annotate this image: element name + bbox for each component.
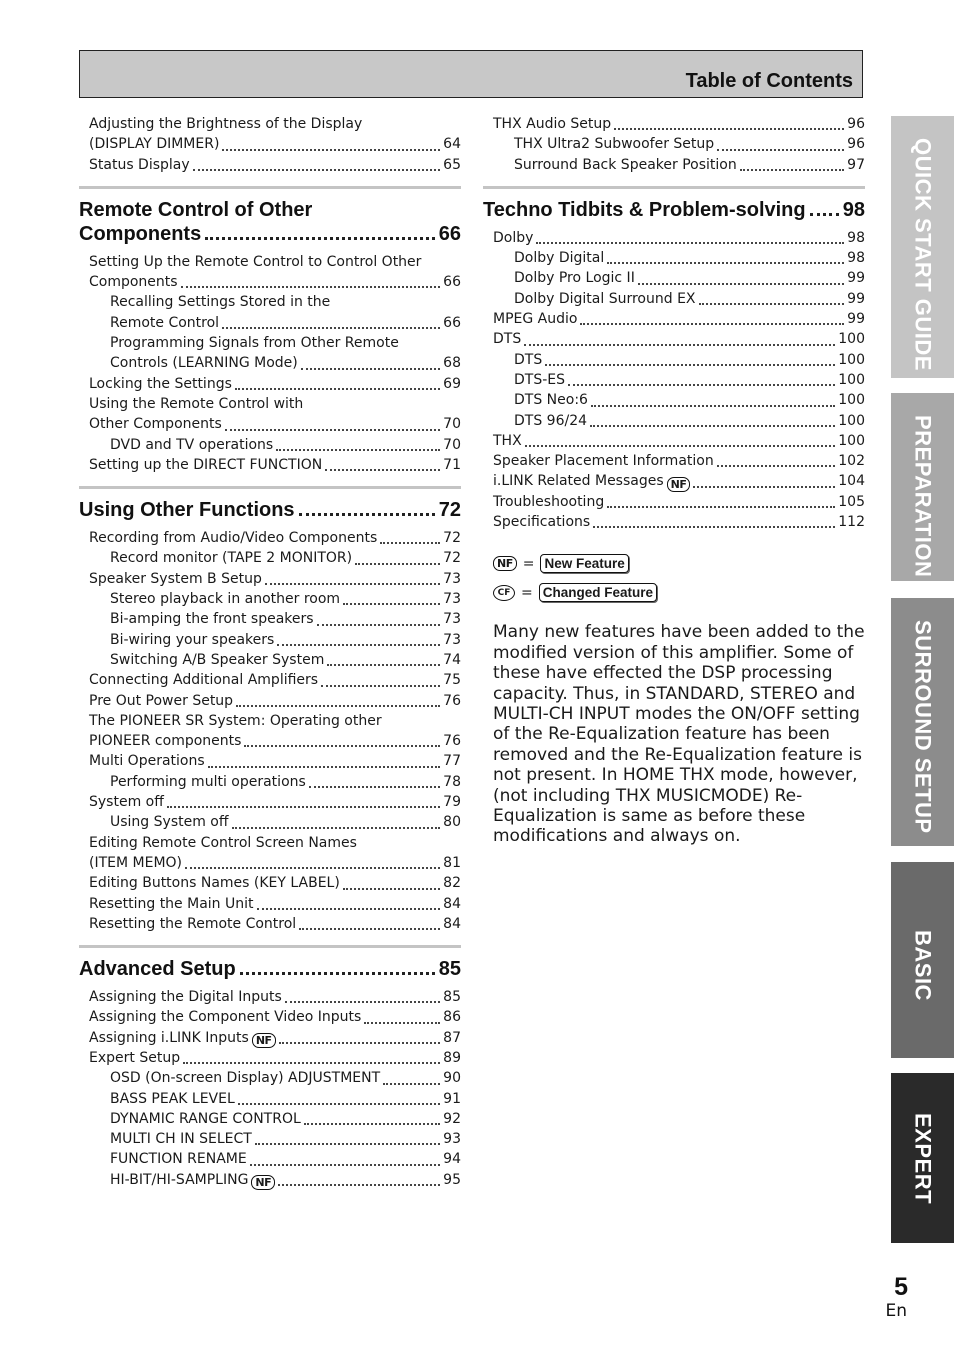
toc-entry-page: 73 xyxy=(443,631,461,648)
leader-dots xyxy=(232,826,441,829)
toc-entry-text: Assigning i.LINK Inputs xyxy=(89,1029,249,1046)
toc-entry-page: 82 xyxy=(443,875,461,892)
other-functions-entries-list xyxy=(79,528,461,934)
toc-entry-page: 94 xyxy=(443,1151,461,1168)
section-heading-remote-line1: Remote Control of Other xyxy=(79,198,313,221)
leader-dots xyxy=(167,805,440,808)
leader-dots xyxy=(257,907,441,910)
toc-entry-text: (ITEM MEMO) xyxy=(89,854,183,871)
divider xyxy=(79,945,461,948)
toc-entry-text: Dolby Pro Logic II xyxy=(514,270,635,287)
toc-entry-text: BASS PEAK LEVEL xyxy=(110,1090,235,1107)
tab-expert[interactable] xyxy=(891,1073,954,1243)
toc-entry[interactable] xyxy=(79,1048,461,1068)
leader-dots xyxy=(240,971,435,975)
header-bar xyxy=(79,50,863,98)
leader-dots xyxy=(810,212,839,216)
toc-entry-text: Bi-amping the front speakers xyxy=(110,611,314,628)
toc-entry-text: Editing Remote Control Screen Names xyxy=(89,834,357,851)
toc-entry-text: Speaker System B Setup xyxy=(89,570,262,587)
left-column xyxy=(79,114,461,1190)
advanced-setup-entries-list xyxy=(79,987,461,1190)
toc-entry-text: Multi Operations xyxy=(89,753,205,770)
remote-entries-list xyxy=(79,252,461,475)
leader-dots xyxy=(255,1142,440,1145)
leader-dots xyxy=(278,1183,440,1186)
toc-entry[interactable] xyxy=(79,630,461,650)
leader-dots xyxy=(591,404,835,407)
toc-entry[interactable] xyxy=(79,894,461,914)
toc-entry-page: 112 xyxy=(838,514,865,531)
toc-entry-text: OSD (On-screen Display) ADJUSTMENT xyxy=(110,1070,381,1087)
leader-dots xyxy=(317,623,441,626)
toc-entry-page: 102 xyxy=(838,453,865,470)
toc-entry-page: 97 xyxy=(847,156,865,173)
toc-entry[interactable] xyxy=(79,751,461,771)
legend-equals: = xyxy=(521,584,533,601)
toc-entry-text: System off xyxy=(89,794,164,811)
toc-entry-page: 96 xyxy=(847,136,865,153)
toc-entry-page: 77 xyxy=(443,753,461,770)
leader-dots xyxy=(327,663,440,666)
new-feature-icon: NF xyxy=(251,1175,275,1190)
section-heading-other-functions[interactable] xyxy=(79,498,461,522)
tab-preparation[interactable] xyxy=(891,393,954,581)
leader-dots xyxy=(325,468,440,471)
toc-entry-page: 100 xyxy=(838,412,865,429)
toc-entry[interactable] xyxy=(483,248,865,268)
leader-dots xyxy=(545,363,835,366)
tab-surround-setup[interactable] xyxy=(891,598,954,846)
toc-entry-text: Resetting the Remote Control xyxy=(89,915,297,932)
toc-entry-text: Connecting Additional Amplifiers xyxy=(89,672,319,689)
leader-dots xyxy=(607,261,844,264)
toc-entry xyxy=(79,292,461,312)
toc-entry-page: 73 xyxy=(443,611,461,628)
leader-dots xyxy=(364,1021,440,1024)
toc-entry[interactable] xyxy=(79,1129,461,1149)
toc-entry[interactable] xyxy=(483,329,865,349)
toc-entry-page: 73 xyxy=(443,570,461,587)
leader-dots xyxy=(236,704,440,707)
page-title: Table of Contents xyxy=(685,70,853,92)
leader-dots xyxy=(638,282,844,285)
modification-note: Many new features have been added to the modified version of this amplifier. Some of these have effected the DSP processing capacity. Thus, in STANDARD, STEREO and MULTI-CH INPUT modes the ON/OFF setting of the Re-Equalization feature has been removed and the Re-Equalization feature is not present. In HOME THX mode, however, (not including THX MUSICMODE) Re-Equalization is same as before these modifications and always on. xyxy=(493,622,865,847)
section-page: 98 xyxy=(842,198,865,221)
toc-entry-page: 69 xyxy=(443,375,461,392)
toc-entry-page: 105 xyxy=(838,493,865,510)
toc-entry-text: i.LINK Related Messages xyxy=(493,473,664,490)
toc-entry-page: 76 xyxy=(443,733,461,750)
toc-entry-text: HI-BIT/HI-SAMPLING xyxy=(110,1171,249,1188)
tab-label: EXPERT xyxy=(910,1113,936,1205)
toc-entry[interactable] xyxy=(79,589,461,609)
leader-dots xyxy=(304,1122,440,1125)
toc-entry-page: 66 xyxy=(443,274,461,291)
toc-entry-page: 80 xyxy=(443,814,461,831)
toc-entry-text: Bi-wiring your speakers xyxy=(110,631,275,648)
toc-entry-text: The PIONEER SR System: Operating other xyxy=(89,712,382,729)
leader-dots xyxy=(250,1163,440,1166)
leader-dots xyxy=(525,444,836,447)
leader-dots xyxy=(208,765,441,768)
new-feature-icon: NF xyxy=(252,1033,276,1048)
leader-dots xyxy=(244,744,440,747)
toc-entry xyxy=(79,833,461,853)
toc-entry-text: Dolby Digital Surround EX xyxy=(514,290,696,307)
toc-entry[interactable] xyxy=(79,792,461,812)
tab-quick-start-guide[interactable] xyxy=(891,116,954,378)
leader-dots xyxy=(614,127,844,130)
toc-entry[interactable] xyxy=(79,1109,461,1129)
toc-entry xyxy=(79,394,461,414)
leader-dots xyxy=(181,285,441,288)
toc-entry-page: 70 xyxy=(443,436,461,453)
leader-dots xyxy=(276,448,440,451)
toc-entry-page: 65 xyxy=(443,156,461,173)
toc-entry-text: Programming Signals from Other Remote xyxy=(110,335,399,352)
toc-entry-text: Performing multi operations xyxy=(110,773,306,790)
leader-dots xyxy=(740,168,844,171)
toc-entry-page: 100 xyxy=(838,392,865,409)
toc-entry[interactable] xyxy=(79,313,461,333)
toc-entry-text: Setting up the DIRECT FUNCTION xyxy=(89,456,323,473)
toc-entry-text: Troubleshooting xyxy=(493,493,605,510)
divider xyxy=(79,186,461,189)
legend-new-feature xyxy=(493,554,865,573)
toc-entry[interactable] xyxy=(79,873,461,893)
toc-entry-text: DTS Neo:6 xyxy=(514,392,588,409)
toc-entry[interactable] xyxy=(483,451,865,471)
toc-entry[interactable] xyxy=(79,414,461,434)
leader-dots xyxy=(590,424,835,427)
toc-entry-page: 92 xyxy=(443,1110,461,1127)
toc-entry-text: Surround Back Speaker Position xyxy=(514,156,737,173)
page-number: 5 xyxy=(894,1273,908,1301)
toc-entry[interactable] xyxy=(79,1007,461,1027)
toc-entry-text: Setting Up the Remote Control to Control Other xyxy=(89,253,422,270)
toc-entry-text: Record monitor (TAPE 2 MONITOR) xyxy=(110,550,353,567)
leader-dots xyxy=(524,343,835,346)
toc-entry[interactable] xyxy=(483,471,865,491)
toc-entry-text: (DISPLAY DIMMER) xyxy=(89,136,220,153)
leader-dots xyxy=(301,367,440,370)
tab-basic[interactable] xyxy=(891,862,954,1058)
divider xyxy=(79,486,461,489)
toc-entry-text: THX Audio Setup xyxy=(493,116,612,132)
toc-entry-page: 93 xyxy=(443,1131,461,1148)
toc-entry[interactable] xyxy=(79,455,461,475)
leader-dots xyxy=(222,326,440,329)
toc-entry-page: 85 xyxy=(443,989,461,1006)
toc-entry-page: 73 xyxy=(443,591,461,608)
leader-dots xyxy=(225,428,440,431)
leader-dots xyxy=(279,1041,441,1044)
toc-entry-text: Pre Out Power Setup xyxy=(89,692,234,709)
toc-entry-page: 99 xyxy=(847,311,865,328)
new-feature-icon: NF xyxy=(667,477,691,492)
toc-entry[interactable] xyxy=(79,609,461,629)
changed-feature-label: Changed Feature xyxy=(539,583,657,602)
section-title: Using Other Functions xyxy=(79,499,295,522)
leader-dots xyxy=(355,562,440,565)
toc-entry[interactable] xyxy=(79,670,461,690)
toc-entry-page: 84 xyxy=(443,915,461,932)
leader-dots xyxy=(185,866,440,869)
toc-entry[interactable] xyxy=(483,134,865,154)
toc-entry-page: 66 xyxy=(443,314,461,331)
leader-dots xyxy=(205,236,435,240)
toc-entry-text: Remote Control xyxy=(110,314,220,331)
tab-label: QUICK START GUIDE xyxy=(910,138,936,371)
toc-entry-page: 75 xyxy=(443,672,461,689)
toc-entry xyxy=(79,252,461,272)
toc-entry-page: 100 xyxy=(838,331,865,348)
leader-dots xyxy=(536,241,844,244)
toc-entry[interactable] xyxy=(79,353,461,373)
toc-entry-page: 84 xyxy=(443,895,461,912)
tab-label: PREPARATION xyxy=(910,415,936,578)
toc-entry-page: 98 xyxy=(847,250,865,267)
toc-entry-page: 74 xyxy=(443,651,461,668)
toc-entry-page: 104 xyxy=(838,473,865,490)
leader-dots xyxy=(183,1061,440,1064)
toc-entry-text: DTS 96/24 xyxy=(514,412,588,429)
toc-entry-page: 81 xyxy=(443,854,461,871)
section-page: 66 xyxy=(438,222,461,245)
toc-entry-text: Locking the Settings xyxy=(89,375,232,392)
toc-entry xyxy=(79,711,461,731)
changed-feature-icon: CF xyxy=(493,585,515,601)
leader-dots xyxy=(717,464,836,467)
toc-entry[interactable] xyxy=(79,914,461,934)
right-intro-list xyxy=(483,114,865,175)
toc-entry[interactable] xyxy=(79,1089,461,1109)
toc-entry-page: 98 xyxy=(847,229,865,246)
section-heading-remote-line2: Components xyxy=(79,222,202,245)
left-intro-list xyxy=(79,114,461,175)
toc-entry-text: Adjusting the Brightness of the Display xyxy=(89,116,363,132)
toc-entry[interactable] xyxy=(483,350,865,370)
toc-entry xyxy=(79,114,461,134)
toc-entry-page: 95 xyxy=(443,1171,461,1188)
toc-entry[interactable] xyxy=(79,155,461,175)
toc-entry-page: 99 xyxy=(847,270,865,287)
toc-entry[interactable] xyxy=(79,691,461,711)
toc-entry-text: Recalling Settings Stored in the xyxy=(110,294,331,311)
leader-dots xyxy=(193,168,441,171)
toc-entry[interactable] xyxy=(79,435,461,455)
leader-dots xyxy=(265,582,440,585)
leader-dots xyxy=(717,148,844,151)
toc-entry-text: Assigning the Component Video Inputs xyxy=(89,1009,362,1026)
toc-entry[interactable] xyxy=(79,650,461,670)
leader-dots xyxy=(699,302,845,305)
toc-entry[interactable] xyxy=(483,390,865,410)
toc-entry[interactable] xyxy=(483,512,865,532)
toc-entry[interactable] xyxy=(483,228,865,248)
toc-entry-text: Components xyxy=(89,274,178,291)
toc-entry-text: DTS xyxy=(514,351,543,368)
toc-entry-page: 87 xyxy=(443,1029,461,1046)
leader-dots xyxy=(299,512,435,516)
toc-entry[interactable] xyxy=(79,272,461,292)
legend-equals: = xyxy=(522,555,535,572)
leader-dots xyxy=(238,1102,440,1105)
toc-entry-text: Controls (LEARNING Mode) xyxy=(110,355,298,372)
section-title: Techno Tidbits & Problem-solving xyxy=(483,198,806,221)
new-feature-label: New Feature xyxy=(540,554,628,573)
leader-dots xyxy=(299,927,440,930)
section-heading-advanced-setup[interactable] xyxy=(79,957,461,981)
toc-entry[interactable] xyxy=(79,731,461,751)
legend-changed-feature xyxy=(493,583,865,602)
toc-entry-page: 71 xyxy=(443,456,461,473)
toc-entry-text: DYNAMIC RANGE CONTROL xyxy=(110,1110,301,1127)
divider xyxy=(483,186,865,189)
tab-label: SURROUND SETUP xyxy=(910,620,936,834)
toc-entry-text: Switching A/B Speaker System xyxy=(110,651,325,668)
toc-entry-page: 76 xyxy=(443,692,461,709)
toc-entry-page: 96 xyxy=(847,116,865,132)
toc-entry-text: FUNCTION RENAME xyxy=(110,1151,247,1168)
toc-entry-page: 100 xyxy=(838,371,865,388)
toc-entry-text: DTS-ES xyxy=(514,371,566,388)
toc-entry-page: 90 xyxy=(443,1070,461,1087)
leader-dots xyxy=(343,887,440,890)
toc-entry-page: 100 xyxy=(838,351,865,368)
toc-entry-text: Assigning the Digital Inputs xyxy=(89,989,282,1006)
toc-entry-page: 78 xyxy=(443,773,461,790)
toc-entry-text: Editing Buttons Names (KEY LABEL) xyxy=(89,875,340,892)
leader-dots xyxy=(235,387,440,390)
section-page: 85 xyxy=(438,958,461,981)
toc-entry-text: Using the Remote Control with xyxy=(89,395,304,412)
new-feature-icon: NF xyxy=(493,556,517,571)
toc-entry[interactable] xyxy=(79,134,461,154)
leader-dots xyxy=(593,525,835,528)
tab-label: BASIC xyxy=(910,930,936,1001)
toc-entry[interactable] xyxy=(79,1068,461,1088)
toc-entry-page: 100 xyxy=(838,432,865,449)
toc-entry[interactable] xyxy=(483,370,865,390)
toc-entry-page: 86 xyxy=(443,1009,461,1026)
toc-entry[interactable] xyxy=(79,812,461,832)
leader-dots xyxy=(309,785,440,788)
toc-entry-text: MPEG Audio xyxy=(493,311,578,328)
toc-entry[interactable] xyxy=(79,1149,461,1169)
toc-entry-text: THX xyxy=(493,432,522,449)
toc-entry-text: Dolby xyxy=(493,229,534,246)
toc-entry[interactable] xyxy=(79,374,461,394)
toc-entry[interactable] xyxy=(483,492,865,512)
leader-dots xyxy=(277,643,440,646)
toc-entry[interactable] xyxy=(79,853,461,873)
techno-entries-list xyxy=(483,228,865,532)
section-heading-techno-tidbits[interactable] xyxy=(483,198,865,222)
leader-dots xyxy=(343,602,440,605)
toc-entry-text: PIONEER components xyxy=(89,733,242,750)
toc-entry-text: Speaker Placement Information xyxy=(493,453,714,470)
toc-entry[interactable] xyxy=(79,1028,461,1048)
toc-entry-text: Recording from Audio/Video Components xyxy=(89,530,378,547)
toc-entry-text: DTS xyxy=(493,331,522,348)
section-page: 72 xyxy=(438,499,461,522)
toc-entry[interactable] xyxy=(483,155,865,175)
toc-entry-page: 89 xyxy=(443,1049,461,1066)
right-column xyxy=(483,114,865,847)
toc-entry-text: Dolby Digital xyxy=(514,250,605,267)
toc-entry[interactable] xyxy=(483,411,865,431)
toc-entry-text: THX Ultra2 Subwoofer Setup xyxy=(514,136,715,153)
toc-entry-page: 79 xyxy=(443,794,461,811)
leader-dots xyxy=(222,148,440,151)
toc-entry-text: Resetting the Main Unit xyxy=(89,895,254,912)
section-title: Advanced Setup xyxy=(79,958,236,981)
section-heading-remote[interactable] xyxy=(79,222,461,246)
toc-entry-text: Status Display xyxy=(89,156,190,173)
toc-entry-text: MULTI CH IN SELECT xyxy=(110,1131,252,1148)
toc-entry-page: 72 xyxy=(443,550,461,567)
leader-dots xyxy=(285,1000,440,1003)
toc-entry[interactable] xyxy=(483,114,865,134)
toc-entry-page: 72 xyxy=(443,530,461,547)
leader-dots xyxy=(380,541,440,544)
toc-entry[interactable] xyxy=(79,548,461,568)
toc-entry-page: 99 xyxy=(847,290,865,307)
leader-dots xyxy=(321,684,440,687)
toc-entry-text: DVD and TV operations xyxy=(110,436,274,453)
leader-dots xyxy=(580,322,844,325)
toc-entry[interactable] xyxy=(79,1170,461,1190)
toc-entry-text: Using System off xyxy=(110,814,229,831)
toc-entry[interactable] xyxy=(79,987,461,1007)
toc-entry-page: 91 xyxy=(443,1090,461,1107)
toc-entry[interactable] xyxy=(483,431,865,451)
toc-entry-text: Other Components xyxy=(89,416,222,433)
toc-entry-text: Specifications xyxy=(493,514,591,531)
leader-dots xyxy=(383,1082,440,1085)
leader-dots xyxy=(607,505,835,508)
toc-entry[interactable] xyxy=(483,289,865,309)
toc-entry[interactable] xyxy=(79,569,461,589)
toc-entry xyxy=(79,333,461,353)
toc-entry-text: Expert Setup xyxy=(89,1049,181,1066)
toc-entry[interactable] xyxy=(79,528,461,548)
toc-entry[interactable] xyxy=(483,268,865,288)
toc-entry[interactable] xyxy=(483,309,865,329)
leader-dots xyxy=(568,383,835,386)
toc-entry-page: 68 xyxy=(443,355,461,372)
toc-entry-text: Stereo playback in another room xyxy=(110,591,341,608)
leader-dots xyxy=(693,485,835,488)
toc-entry-page: 64 xyxy=(443,136,461,153)
language-code: En xyxy=(885,1301,907,1321)
toc-entry-page: 70 xyxy=(443,416,461,433)
toc-entry[interactable] xyxy=(79,772,461,792)
